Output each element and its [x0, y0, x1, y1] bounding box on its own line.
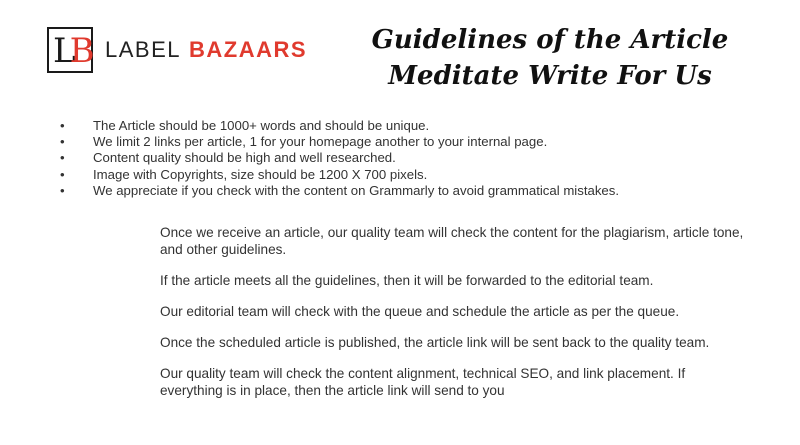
- logo-mark-icon: [47, 27, 93, 73]
- brand-name: [105, 37, 307, 63]
- guideline-item: • The Article should be 1000+ words and should be unique.: [58, 118, 678, 134]
- brand-logo: [47, 27, 307, 73]
- brand-name-word2: BAZAARS: [189, 37, 308, 62]
- process-paragraph: Once the scheduled article is published, the article link will be sent back to the quality team.: [160, 335, 710, 350]
- guideline-item: • Content quality should be high and well researched.: [58, 150, 678, 166]
- process-paragraph: Once we receive an article, our quality team will check the content for the plagiarism, article tone, and other guidelines.: [160, 225, 744, 257]
- guideline-item: • We limit 2 links per article, 1 for your homepage another to your internal page.: [58, 134, 678, 150]
- page-title-line2: Meditate Write For Us: [388, 61, 712, 91]
- guidelines-list: [58, 118, 678, 199]
- process-paragraph: Our editorial team will check with the queue and schedule the article as per the queue.: [160, 304, 680, 319]
- process-paragraph: Our quality team will check the content alignment, technical SEO, and link placement. If everything is in place, then the article link will send to you: [160, 366, 686, 398]
- page-title: [370, 22, 730, 94]
- guideline-item: • Image with Copyrights, size should be 1200 X 700 pixels.: [58, 167, 678, 183]
- logo-mark-letter-b: B: [69, 31, 89, 71]
- page-title-line1: Guidelines of the Article: [371, 25, 729, 55]
- process-description: [160, 224, 745, 413]
- brand-name-word1: LABEL: [105, 37, 181, 62]
- guideline-item: • We appreciate if you check with the content on Grammarly to avoid grammatical mistakes.: [58, 183, 678, 199]
- logo-mark-letter-l: L: [53, 31, 70, 71]
- process-paragraph: If the article meets all the guidelines, then it will be forwarded to the editorial team.: [160, 273, 654, 288]
